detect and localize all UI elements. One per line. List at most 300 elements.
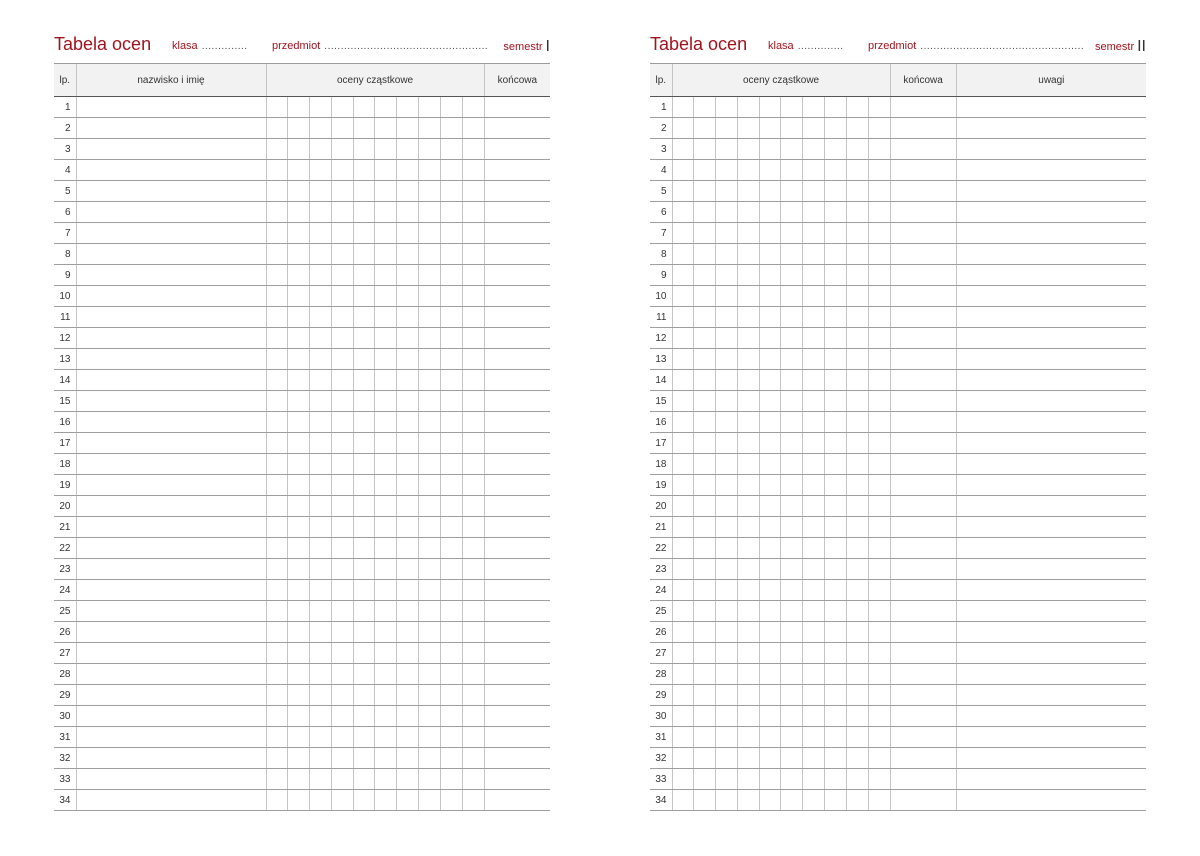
grade-cell[interactable] [694, 580, 716, 601]
grade-cell[interactable] [716, 601, 738, 622]
final-grade-cell[interactable] [890, 727, 956, 748]
grade-cell[interactable] [759, 517, 781, 538]
name-cell[interactable] [76, 517, 266, 538]
grade-cell[interactable] [694, 601, 716, 622]
grade-cell[interactable] [694, 202, 716, 223]
grade-cell[interactable] [737, 706, 759, 727]
grade-cell[interactable] [868, 433, 890, 454]
notes-cell[interactable] [956, 223, 1146, 244]
grade-cell[interactable] [694, 244, 716, 265]
grade-cell[interactable] [353, 307, 375, 328]
grade-cell[interactable] [803, 118, 825, 139]
grade-cell[interactable] [462, 223, 484, 244]
grade-cell[interactable] [288, 118, 310, 139]
grade-cell[interactable] [462, 454, 484, 475]
grade-cell[interactable] [375, 475, 397, 496]
name-cell[interactable] [76, 454, 266, 475]
grade-cell[interactable] [375, 265, 397, 286]
grade-cell[interactable] [331, 349, 353, 370]
grade-cell[interactable] [440, 265, 462, 286]
grade-cell[interactable] [440, 391, 462, 412]
grade-cell[interactable] [353, 286, 375, 307]
notes-cell[interactable] [956, 349, 1146, 370]
grade-cell[interactable] [266, 223, 288, 244]
grade-cell[interactable] [310, 706, 332, 727]
grade-cell[interactable] [310, 643, 332, 664]
grade-cell[interactable] [353, 727, 375, 748]
grade-cell[interactable] [846, 349, 868, 370]
grade-cell[interactable] [440, 475, 462, 496]
grade-cell[interactable] [846, 286, 868, 307]
grade-cell[interactable] [803, 685, 825, 706]
grade-cell[interactable] [825, 601, 847, 622]
grade-cell[interactable] [868, 223, 890, 244]
grade-cell[interactable] [375, 286, 397, 307]
grade-cell[interactable] [397, 643, 419, 664]
final-grade-cell[interactable] [484, 601, 550, 622]
final-grade-cell[interactable] [484, 412, 550, 433]
notes-cell[interactable] [956, 328, 1146, 349]
grade-cell[interactable] [781, 475, 803, 496]
grade-cell[interactable] [331, 769, 353, 790]
grade-cell[interactable] [825, 307, 847, 328]
final-grade-cell[interactable] [484, 433, 550, 454]
grade-cell[interactable] [440, 769, 462, 790]
grade-cell[interactable] [462, 475, 484, 496]
final-grade-cell[interactable] [484, 643, 550, 664]
grade-cell[interactable] [759, 223, 781, 244]
grade-cell[interactable] [868, 328, 890, 349]
grade-cell[interactable] [672, 706, 694, 727]
grade-cell[interactable] [803, 790, 825, 811]
grade-cell[interactable] [803, 370, 825, 391]
grade-cell[interactable] [331, 748, 353, 769]
grade-cell[interactable] [868, 769, 890, 790]
grade-cell[interactable] [310, 286, 332, 307]
grade-cell[interactable] [803, 748, 825, 769]
final-grade-cell[interactable] [890, 181, 956, 202]
grade-cell[interactable] [759, 160, 781, 181]
grade-cell[interactable] [462, 349, 484, 370]
grade-cell[interactable] [266, 412, 288, 433]
grade-cell[interactable] [331, 517, 353, 538]
grade-cell[interactable] [694, 622, 716, 643]
grade-cell[interactable] [462, 370, 484, 391]
grade-cell[interactable] [781, 328, 803, 349]
grade-cell[interactable] [825, 748, 847, 769]
grade-cell[interactable] [868, 370, 890, 391]
grade-cell[interactable] [781, 559, 803, 580]
grade-cell[interactable] [310, 181, 332, 202]
name-cell[interactable] [76, 328, 266, 349]
grade-cell[interactable] [288, 307, 310, 328]
grade-cell[interactable] [397, 664, 419, 685]
grade-cell[interactable] [759, 580, 781, 601]
grade-cell[interactable] [803, 307, 825, 328]
grade-cell[interactable] [375, 412, 397, 433]
name-cell[interactable] [76, 118, 266, 139]
grade-cell[interactable] [759, 496, 781, 517]
grade-cell[interactable] [440, 160, 462, 181]
grade-cell[interactable] [825, 433, 847, 454]
grade-cell[interactable] [331, 433, 353, 454]
grade-cell[interactable] [781, 97, 803, 118]
grade-cell[interactable] [375, 181, 397, 202]
grade-cell[interactable] [803, 265, 825, 286]
final-grade-cell[interactable] [890, 370, 956, 391]
grade-cell[interactable] [331, 664, 353, 685]
grade-cell[interactable] [825, 643, 847, 664]
grade-cell[interactable] [825, 769, 847, 790]
grade-cell[interactable] [759, 118, 781, 139]
grade-cell[interactable] [310, 685, 332, 706]
grade-cell[interactable] [288, 265, 310, 286]
grade-cell[interactable] [672, 160, 694, 181]
grade-cell[interactable] [331, 559, 353, 580]
grade-cell[interactable] [716, 160, 738, 181]
grade-cell[interactable] [781, 370, 803, 391]
grade-cell[interactable] [288, 496, 310, 517]
name-cell[interactable] [76, 265, 266, 286]
final-grade-cell[interactable] [890, 664, 956, 685]
notes-cell[interactable] [956, 160, 1146, 181]
notes-cell[interactable] [956, 790, 1146, 811]
grade-cell[interactable] [353, 496, 375, 517]
grade-cell[interactable] [375, 202, 397, 223]
grade-cell[interactable] [331, 496, 353, 517]
final-grade-cell[interactable] [484, 370, 550, 391]
grade-cell[interactable] [672, 412, 694, 433]
grade-cell[interactable] [462, 160, 484, 181]
grade-cell[interactable] [803, 244, 825, 265]
grade-cell[interactable] [288, 244, 310, 265]
final-grade-cell[interactable] [484, 349, 550, 370]
grade-cell[interactable] [781, 580, 803, 601]
grade-cell[interactable] [419, 97, 441, 118]
final-grade-cell[interactable] [890, 769, 956, 790]
grade-cell[interactable] [288, 580, 310, 601]
final-grade-cell[interactable] [890, 202, 956, 223]
grade-cell[interactable] [419, 643, 441, 664]
grade-cell[interactable] [419, 454, 441, 475]
final-grade-cell[interactable] [484, 454, 550, 475]
grade-cell[interactable] [440, 559, 462, 580]
grade-cell[interactable] [419, 517, 441, 538]
grade-cell[interactable] [737, 412, 759, 433]
final-grade-cell[interactable] [484, 286, 550, 307]
grade-cell[interactable] [846, 580, 868, 601]
notes-cell[interactable] [956, 118, 1146, 139]
final-grade-cell[interactable] [890, 307, 956, 328]
grade-cell[interactable] [462, 97, 484, 118]
grade-cell[interactable] [781, 160, 803, 181]
grade-cell[interactable] [462, 748, 484, 769]
grade-cell[interactable] [353, 706, 375, 727]
grade-cell[interactable] [781, 706, 803, 727]
grade-cell[interactable] [331, 790, 353, 811]
grade-cell[interactable] [759, 286, 781, 307]
grade-cell[interactable] [672, 769, 694, 790]
grade-cell[interactable] [288, 559, 310, 580]
grade-cell[interactable] [266, 580, 288, 601]
grade-cell[interactable] [694, 286, 716, 307]
name-cell[interactable] [76, 286, 266, 307]
grade-cell[interactable] [803, 475, 825, 496]
name-cell[interactable] [76, 139, 266, 160]
grade-cell[interactable] [266, 181, 288, 202]
grade-cell[interactable] [266, 475, 288, 496]
grade-cell[interactable] [310, 349, 332, 370]
notes-cell[interactable] [956, 307, 1146, 328]
grade-cell[interactable] [288, 790, 310, 811]
final-grade-cell[interactable] [484, 391, 550, 412]
name-cell[interactable] [76, 475, 266, 496]
grade-cell[interactable] [825, 391, 847, 412]
grade-cell[interactable] [353, 223, 375, 244]
grade-cell[interactable] [375, 748, 397, 769]
name-cell[interactable] [76, 748, 266, 769]
grade-cell[interactable] [266, 202, 288, 223]
grade-cell[interactable] [781, 286, 803, 307]
grade-cell[interactable] [672, 97, 694, 118]
final-grade-cell[interactable] [484, 202, 550, 223]
grade-cell[interactable] [737, 685, 759, 706]
grade-cell[interactable] [462, 580, 484, 601]
grade-cell[interactable] [868, 181, 890, 202]
final-grade-cell[interactable] [890, 118, 956, 139]
grade-cell[interactable] [737, 727, 759, 748]
grade-cell[interactable] [825, 664, 847, 685]
final-grade-cell[interactable] [890, 643, 956, 664]
grade-cell[interactable] [419, 391, 441, 412]
grade-cell[interactable] [737, 454, 759, 475]
grade-cell[interactable] [353, 601, 375, 622]
grade-cell[interactable] [288, 391, 310, 412]
grade-cell[interactable] [310, 391, 332, 412]
grade-cell[interactable] [397, 475, 419, 496]
grade-cell[interactable] [419, 538, 441, 559]
grade-cell[interactable] [440, 139, 462, 160]
grade-cell[interactable] [694, 181, 716, 202]
grade-cell[interactable] [672, 664, 694, 685]
grade-cell[interactable] [397, 433, 419, 454]
grade-cell[interactable] [825, 790, 847, 811]
grade-cell[interactable] [737, 139, 759, 160]
grade-cell[interactable] [397, 559, 419, 580]
grade-cell[interactable] [781, 307, 803, 328]
grade-cell[interactable] [846, 475, 868, 496]
grade-cell[interactable] [781, 349, 803, 370]
final-grade-cell[interactable] [890, 412, 956, 433]
grade-cell[interactable] [803, 202, 825, 223]
final-grade-cell[interactable] [484, 328, 550, 349]
grade-cell[interactable] [846, 727, 868, 748]
grade-cell[interactable] [694, 391, 716, 412]
grade-cell[interactable] [353, 664, 375, 685]
grade-cell[interactable] [310, 370, 332, 391]
grade-cell[interactable] [288, 601, 310, 622]
grade-cell[interactable] [672, 328, 694, 349]
grade-cell[interactable] [331, 97, 353, 118]
grade-cell[interactable] [397, 727, 419, 748]
grade-cell[interactable] [288, 328, 310, 349]
grade-cell[interactable] [310, 202, 332, 223]
grade-cell[interactable] [462, 286, 484, 307]
grade-cell[interactable] [440, 412, 462, 433]
grade-cell[interactable] [868, 391, 890, 412]
grade-cell[interactable] [825, 622, 847, 643]
name-cell[interactable] [76, 790, 266, 811]
grade-cell[interactable] [803, 559, 825, 580]
grade-cell[interactable] [759, 601, 781, 622]
notes-cell[interactable] [956, 139, 1146, 160]
grade-cell[interactable] [737, 496, 759, 517]
final-grade-cell[interactable] [484, 664, 550, 685]
grade-cell[interactable] [846, 769, 868, 790]
grade-cell[interactable] [868, 517, 890, 538]
final-grade-cell[interactable] [890, 223, 956, 244]
grade-cell[interactable] [825, 454, 847, 475]
notes-cell[interactable] [956, 454, 1146, 475]
grade-cell[interactable] [672, 433, 694, 454]
grade-cell[interactable] [440, 601, 462, 622]
grade-cell[interactable] [868, 202, 890, 223]
grade-cell[interactable] [694, 118, 716, 139]
grade-cell[interactable] [331, 601, 353, 622]
grade-cell[interactable] [397, 202, 419, 223]
grade-cell[interactable] [694, 139, 716, 160]
notes-cell[interactable] [956, 496, 1146, 517]
grade-cell[interactable] [759, 727, 781, 748]
final-grade-cell[interactable] [890, 580, 956, 601]
grade-cell[interactable] [288, 160, 310, 181]
grade-cell[interactable] [353, 769, 375, 790]
grade-cell[interactable] [397, 307, 419, 328]
grade-cell[interactable] [288, 97, 310, 118]
grade-cell[interactable] [846, 223, 868, 244]
grade-cell[interactable] [868, 307, 890, 328]
grade-cell[interactable] [846, 685, 868, 706]
grade-cell[interactable] [266, 748, 288, 769]
final-grade-cell[interactable] [890, 160, 956, 181]
grade-cell[interactable] [353, 97, 375, 118]
grade-cell[interactable] [288, 643, 310, 664]
grade-cell[interactable] [694, 307, 716, 328]
grade-cell[interactable] [737, 181, 759, 202]
grade-cell[interactable] [672, 790, 694, 811]
final-grade-cell[interactable] [890, 139, 956, 160]
grade-cell[interactable] [803, 706, 825, 727]
final-grade-cell[interactable] [484, 118, 550, 139]
grade-cell[interactable] [419, 286, 441, 307]
notes-cell[interactable] [956, 391, 1146, 412]
grade-cell[interactable] [462, 202, 484, 223]
grade-cell[interactable] [716, 307, 738, 328]
grade-cell[interactable] [397, 538, 419, 559]
grade-cell[interactable] [672, 685, 694, 706]
grade-cell[interactable] [694, 538, 716, 559]
grade-cell[interactable] [266, 118, 288, 139]
grade-cell[interactable] [803, 517, 825, 538]
final-grade-cell[interactable] [890, 622, 956, 643]
grade-cell[interactable] [716, 223, 738, 244]
grade-cell[interactable] [825, 517, 847, 538]
grade-cell[interactable] [419, 412, 441, 433]
grade-cell[interactable] [868, 412, 890, 433]
grade-cell[interactable] [419, 706, 441, 727]
grade-cell[interactable] [694, 559, 716, 580]
grade-cell[interactable] [375, 244, 397, 265]
final-grade-cell[interactable] [484, 244, 550, 265]
grade-cell[interactable] [825, 475, 847, 496]
grade-cell[interactable] [737, 433, 759, 454]
grade-cell[interactable] [288, 454, 310, 475]
grade-cell[interactable] [737, 517, 759, 538]
grade-cell[interactable] [846, 433, 868, 454]
grade-cell[interactable] [375, 769, 397, 790]
grade-cell[interactable] [759, 643, 781, 664]
final-grade-cell[interactable] [890, 790, 956, 811]
grade-cell[interactable] [759, 328, 781, 349]
final-grade-cell[interactable] [484, 685, 550, 706]
grade-cell[interactable] [716, 517, 738, 538]
final-grade-cell[interactable] [484, 580, 550, 601]
grade-cell[interactable] [419, 622, 441, 643]
grade-cell[interactable] [737, 265, 759, 286]
grade-cell[interactable] [266, 349, 288, 370]
grade-cell[interactable] [419, 370, 441, 391]
grade-cell[interactable] [266, 370, 288, 391]
grade-cell[interactable] [310, 727, 332, 748]
grade-cell[interactable] [716, 391, 738, 412]
grade-cell[interactable] [716, 118, 738, 139]
notes-cell[interactable] [956, 265, 1146, 286]
grade-cell[interactable] [310, 223, 332, 244]
grade-cell[interactable] [803, 433, 825, 454]
grade-cell[interactable] [266, 433, 288, 454]
grade-cell[interactable] [694, 454, 716, 475]
grade-cell[interactable] [331, 244, 353, 265]
grade-cell[interactable] [375, 580, 397, 601]
grade-cell[interactable] [419, 118, 441, 139]
grade-cell[interactable] [266, 517, 288, 538]
grade-cell[interactable] [310, 139, 332, 160]
grade-cell[interactable] [419, 202, 441, 223]
grade-cell[interactable] [672, 202, 694, 223]
grade-cell[interactable] [440, 223, 462, 244]
name-cell[interactable] [76, 97, 266, 118]
grade-cell[interactable] [331, 706, 353, 727]
grade-cell[interactable] [353, 433, 375, 454]
grade-cell[interactable] [266, 727, 288, 748]
grade-cell[interactable] [672, 748, 694, 769]
grade-cell[interactable] [759, 685, 781, 706]
grade-cell[interactable] [737, 790, 759, 811]
grade-cell[interactable] [419, 265, 441, 286]
grade-cell[interactable] [288, 664, 310, 685]
grade-cell[interactable] [781, 685, 803, 706]
grade-cell[interactable] [419, 475, 441, 496]
grade-cell[interactable] [846, 790, 868, 811]
grade-cell[interactable] [737, 475, 759, 496]
grade-cell[interactable] [375, 223, 397, 244]
name-cell[interactable] [76, 559, 266, 580]
grade-cell[interactable] [825, 370, 847, 391]
grade-cell[interactable] [419, 433, 441, 454]
grade-cell[interactable] [288, 517, 310, 538]
grade-cell[interactable] [846, 97, 868, 118]
grade-cell[interactable] [868, 118, 890, 139]
